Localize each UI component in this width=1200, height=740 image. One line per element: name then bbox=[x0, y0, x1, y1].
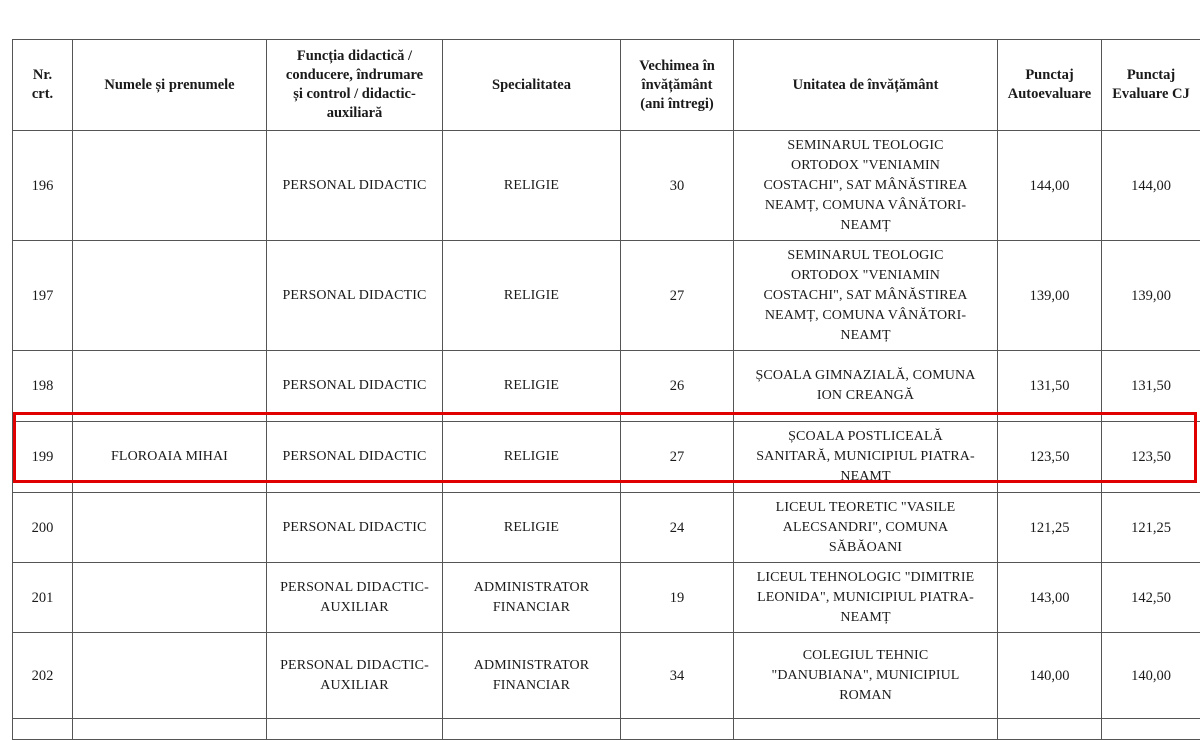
table-row bbox=[13, 131, 1200, 241]
header-name: Numele și prenumele bbox=[73, 40, 267, 131]
header-seniority: Vechimea în învățământ (ani întregi) bbox=[621, 40, 734, 131]
cell-function: PERSONAL DIDACTIC bbox=[267, 422, 443, 493]
cell-function: PERSONAL DIDACTIC bbox=[267, 131, 443, 241]
cell-specialty: RELIGIE bbox=[443, 351, 621, 422]
cell-function: PERSONAL DIDACTIC- AUXILIAR bbox=[267, 563, 443, 633]
cell-function: PERSONAL DIDACTIC- AUXILIAR bbox=[267, 633, 443, 719]
table-row bbox=[13, 351, 1200, 422]
cell-unit: SEMINARUL TEOLOGIC ORTODOX "VENIAMIN COSTACHI", SAT MÂNĂSTIREA NEAMȚ, COMUNA VÂNĂTORI- NEAMȚ bbox=[734, 241, 998, 351]
header-specialty: Specialitatea bbox=[443, 40, 621, 131]
cell-nr: 197 bbox=[13, 241, 73, 351]
cell-seniority: 27 bbox=[621, 241, 734, 351]
cell-seniority: 27 bbox=[621, 422, 734, 493]
header-function: Funcția didactică / conducere, îndrumare și control / didactic- auxiliară bbox=[267, 40, 443, 131]
cell-name bbox=[73, 633, 267, 719]
header-cj-score: Punctaj Evaluare CJ bbox=[1102, 40, 1200, 131]
cell-self-score: 144,00 bbox=[998, 131, 1102, 241]
cell-function: PERSONAL DIDACTIC bbox=[267, 493, 443, 563]
cell-function: PERSONAL DIDACTIC bbox=[267, 351, 443, 422]
cell-cj-score: 144,00 bbox=[1102, 131, 1200, 241]
table-row bbox=[13, 493, 1200, 563]
cell-function: PERSONAL DIDACTIC bbox=[267, 241, 443, 351]
cell-specialty: ADMINISTRATOR FINANCIAR bbox=[443, 633, 621, 719]
cell-seniority: 24 bbox=[621, 493, 734, 563]
cell-self-score: 131,50 bbox=[998, 351, 1102, 422]
cell-nr: 196 bbox=[13, 131, 73, 241]
cell-self-score: 123,50 bbox=[998, 422, 1102, 493]
table-row bbox=[13, 241, 1200, 351]
table-row bbox=[13, 563, 1200, 633]
header-unit: Unitatea de învățământ bbox=[734, 40, 998, 131]
cell-unit: LICEUL TEORETIC "VASILE ALECSANDRI", COMUNA SĂBĂOANI bbox=[734, 493, 998, 563]
header-self-score: Punctaj Autoevaluare bbox=[998, 40, 1102, 131]
cell-unit: ȘCOALA POSTLICEALĂ SANITARĂ, MUNICIPIUL PIATRA- NEAMȚ bbox=[734, 422, 998, 493]
cell-specialty: RELIGIE bbox=[443, 131, 621, 241]
cell-name bbox=[73, 131, 267, 241]
cell-seniority: 30 bbox=[621, 131, 734, 241]
cell-nr: 200 bbox=[13, 493, 73, 563]
cell-seniority: 19 bbox=[621, 563, 734, 633]
cell-specialty: RELIGIE bbox=[443, 493, 621, 563]
cell-unit: COLEGIUL TEHNIC "DANUBIANA", MUNICIPIUL ROMAN bbox=[734, 633, 998, 719]
cell-nr: 198 bbox=[13, 351, 73, 422]
cell-cj-score: 142,50 bbox=[1102, 563, 1200, 633]
cell-nr: 201 bbox=[13, 563, 73, 633]
header-nr: Nr. crt. bbox=[13, 40, 73, 131]
cell-self-score: 121,25 bbox=[998, 493, 1102, 563]
table-row-highlighted bbox=[13, 422, 1200, 493]
cell-self-score: 139,00 bbox=[998, 241, 1102, 351]
cell-seniority: 34 bbox=[621, 633, 734, 719]
evaluation-table bbox=[12, 39, 1200, 740]
table-header-row bbox=[13, 40, 1200, 131]
cell-name bbox=[73, 493, 267, 563]
cell-nr: 202 bbox=[13, 633, 73, 719]
cell-cj-score: 123,50 bbox=[1102, 422, 1200, 493]
cell-specialty: ADMINISTRATOR FINANCIAR bbox=[443, 563, 621, 633]
cell-unit: ȘCOALA GIMNAZIALĂ, COMUNA ION CREANGĂ bbox=[734, 351, 998, 422]
cell-cj-score: 131,50 bbox=[1102, 351, 1200, 422]
cell-name: FLOROAIA MIHAI bbox=[73, 422, 267, 493]
cell-specialty: RELIGIE bbox=[443, 422, 621, 493]
cell-self-score: 140,00 bbox=[998, 633, 1102, 719]
cell-nr: 199 bbox=[13, 422, 73, 493]
cell-name bbox=[73, 351, 267, 422]
table-row bbox=[13, 633, 1200, 719]
cell-cj-score: 139,00 bbox=[1102, 241, 1200, 351]
cell-self-score: 143,00 bbox=[998, 563, 1102, 633]
cell-specialty: RELIGIE bbox=[443, 241, 621, 351]
cell-cj-score: 140,00 bbox=[1102, 633, 1200, 719]
table-row-partial bbox=[13, 719, 1200, 740]
cell-unit: LICEUL TEHNOLOGIC "DIMITRIE LEONIDA", MUNICIPIUL PIATRA- NEAMȚ bbox=[734, 563, 998, 633]
cell-name bbox=[73, 241, 267, 351]
cell-seniority: 26 bbox=[621, 351, 734, 422]
cell-cj-score: 121,25 bbox=[1102, 493, 1200, 563]
cell-name bbox=[73, 563, 267, 633]
cell-unit: SEMINARUL TEOLOGIC ORTODOX "VENIAMIN COSTACHI", SAT MÂNĂSTIREA NEAMȚ, COMUNA VÂNĂTORI- NEAMȚ bbox=[734, 131, 998, 241]
